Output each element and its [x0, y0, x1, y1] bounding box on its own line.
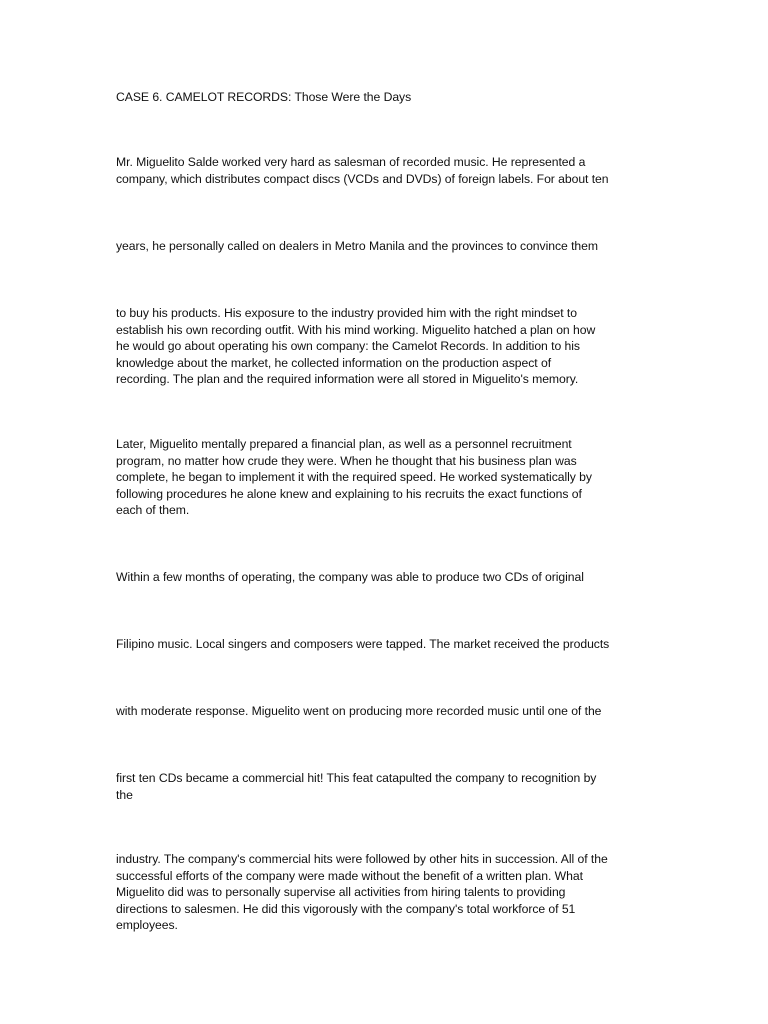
paragraph-7: [116, 703, 656, 720]
text-line: first ten CDs became a commercial hit! This feat catapulted the company to recognition by: [116, 771, 597, 785]
text-line: directions to salesmen. He did this vigorously with the company's total workforce of 51: [116, 901, 576, 916]
text-line: Later, Miguelito mentally prepared a financial plan, as well as a personnel recruitment: [116, 437, 572, 451]
paragraph-9: [116, 851, 656, 934]
text-line: knowledge about the market, he collected information on the production aspect of: [116, 355, 552, 370]
paragraph-1: [116, 154, 656, 187]
text-line: recording. The plan and the required information were all stored in Miguelito's memory.: [116, 372, 579, 387]
text-line: program, no matter how crude they were. When he thought that his business plan was: [116, 453, 577, 468]
text-line: the: [116, 787, 133, 802]
text-line: company, which distributes compact discs (VCDs and DVDs) of foreign labels. For about ten: [116, 171, 609, 186]
paragraph-4: [116, 436, 656, 519]
document-title: [116, 89, 656, 106]
text-line: Mr. Miguelito Salde worked very hard as salesman of recorded music. He represented a: [116, 155, 586, 169]
text-line: to buy his products. His exposure to the industry provided him with the right mindset to: [116, 306, 577, 320]
text-line: industry. The company's commercial hits were followed by other hits in succession. All of the: [116, 852, 608, 866]
text-line: each of them.: [116, 503, 190, 518]
text-line: years, he personally called on dealers in Metro Manila and the provinces to convince them: [116, 239, 598, 253]
text-line: he would go about operating his own company: the Camelot Records. In addition to his: [116, 339, 580, 354]
paragraph-2: [116, 238, 656, 255]
text-line: Filipino music. Local singers and composers were tapped. The market received the products: [116, 637, 610, 651]
title-text: CASE 6. CAMELOT RECORDS: Those Were the Days: [116, 90, 412, 104]
paragraph-3: [116, 305, 656, 388]
text-line: employees.: [116, 918, 178, 933]
text-line: establish his own recording outfit. With his mind working. Miguelito hatched a plan on how: [116, 322, 596, 337]
paragraph-8: [116, 770, 656, 803]
text-line: following procedures he alone knew and explaining to his recruits the exact functions of: [116, 486, 582, 501]
text-line: with moderate response. Miguelito went on producing more recorded music until one of the: [116, 704, 602, 718]
paragraph-5: [116, 569, 656, 586]
paragraph-6: [116, 636, 656, 653]
text-line: successful efforts of the company were made without the benefit of a written plan. What: [116, 868, 583, 883]
text-line: Within a few months of operating, the company was able to produce two CDs of original: [116, 570, 584, 584]
text-line: complete, he began to implement it with the required speed. He worked systematically by: [116, 470, 592, 485]
text-line: Miguelito did was to personally supervise all activities from hiring talents to providing: [116, 885, 566, 900]
